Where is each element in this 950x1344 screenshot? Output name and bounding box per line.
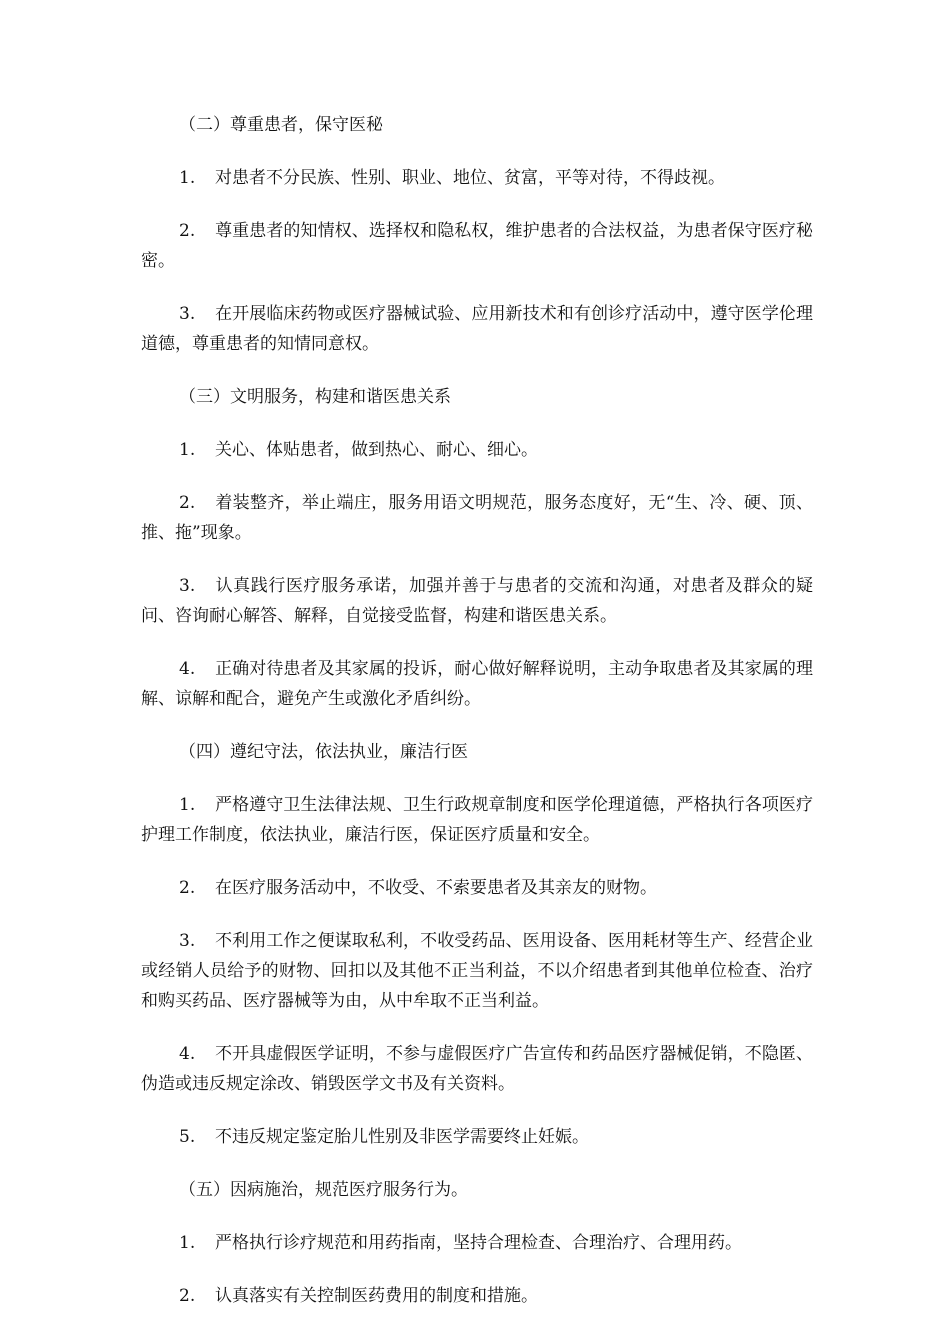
item-number: 1. [179, 795, 196, 815]
list-item [141, 163, 813, 193]
item-text: 不开具虚假医学证明，不参与虚假医疗广告宣传和药品医疗器械促销，不隐匿、伪造或违反规定涂改、销毁医学文书及有关资料。 [141, 1044, 813, 1094]
item-number: 3. [179, 931, 196, 951]
item-number: 1. [179, 1233, 196, 1253]
item-number: 2. [179, 1286, 196, 1306]
list-item [141, 435, 813, 465]
item-number: 1. [179, 168, 196, 188]
item-text: 严格遵守卫生法律法规、卫生行政规章制度和医学伦理道德，严格执行各项医疗护理工作制度，依法执业，廉洁行医，保证医疗质量和安全。 [141, 795, 813, 845]
list-item [141, 571, 813, 631]
item-number: 4. [179, 1044, 196, 1064]
item-number: 3. [179, 576, 196, 596]
list-item [141, 216, 813, 276]
list-item [141, 654, 813, 714]
item-number: 4. [179, 659, 196, 679]
item-text: 关心、体贴患者，做到热心、耐心、细心。 [215, 440, 538, 460]
document-body [141, 110, 813, 1334]
item-text: 严格执行诊疗规范和用药指南，坚持合理检查、合理治疗、合理用药。 [215, 1233, 742, 1253]
item-text: 认真践行医疗服务承诺，加强并善于与患者的交流和沟通，对患者及群众的疑问、咨询耐心解答、解释，自觉接受监督，构建和谐医患关系。 [141, 576, 813, 626]
list-item [141, 790, 813, 850]
item-text: 在医疗服务活动中，不收受、不索要患者及其亲友的财物。 [215, 878, 657, 898]
list-item [141, 299, 813, 359]
item-text: 尊重患者的知情权、选择权和隐私权，维护患者的合法权益，为患者保守医疗秘密。 [141, 221, 813, 271]
item-number: 2. [179, 493, 196, 513]
item-text: 正确对待患者及其家属的投诉，耐心做好解释说明，主动争取患者及其家属的理解、谅解和配合，避免产生或激化矛盾纠纷。 [141, 659, 813, 709]
item-number: 2. [179, 878, 196, 898]
section-heading: （二）尊重患者，保守医秘 [179, 115, 383, 135]
item-number: 1. [179, 440, 196, 460]
list-item [141, 926, 813, 1016]
list-item [141, 1039, 813, 1099]
list-item [141, 488, 813, 548]
list-item [141, 1122, 813, 1152]
item-text: 着装整齐，举止端庄，服务用语文明规范，服务态度好，无“生、冷、硬、顶、推、拖”现象。 [141, 493, 813, 543]
item-number: 3. [179, 304, 196, 324]
section-heading: （四）遵纪守法，依法执业，廉洁行医 [179, 742, 468, 762]
item-text: 在开展临床药物或医疗器械试验、应用新技术和有创诊疗活动中，遵守医学伦理道德，尊重患者的知情同意权。 [141, 304, 813, 354]
item-text: 不利用工作之便谋取私利，不收受药品、医用设备、医用耗材等生产、经营企业或经销人员给予的财物、回扣以及其他不正当利益，不以介绍患者到其他单位检查、治疗和购买药品、医疗器械等为由，从中牟取不正当利益。 [141, 931, 813, 1011]
item-text: 认真落实有关控制医药费用的制度和措施。 [215, 1286, 538, 1306]
item-number: 2. [179, 221, 196, 241]
section-heading: （三）文明服务，构建和谐医患关系 [179, 387, 451, 407]
section-heading: （五）因病施治，规范医疗服务行为。 [179, 1180, 468, 1200]
list-item [141, 873, 813, 903]
list-item [141, 1281, 813, 1311]
item-text: 不违反规定鉴定胎儿性别及非医学需要终止妊娠。 [215, 1127, 589, 1147]
item-number: 5. [179, 1127, 196, 1147]
item-text: 对患者不分民族、性别、职业、地位、贫富，平等对待，不得歧视。 [215, 168, 725, 188]
list-item [141, 1228, 813, 1258]
